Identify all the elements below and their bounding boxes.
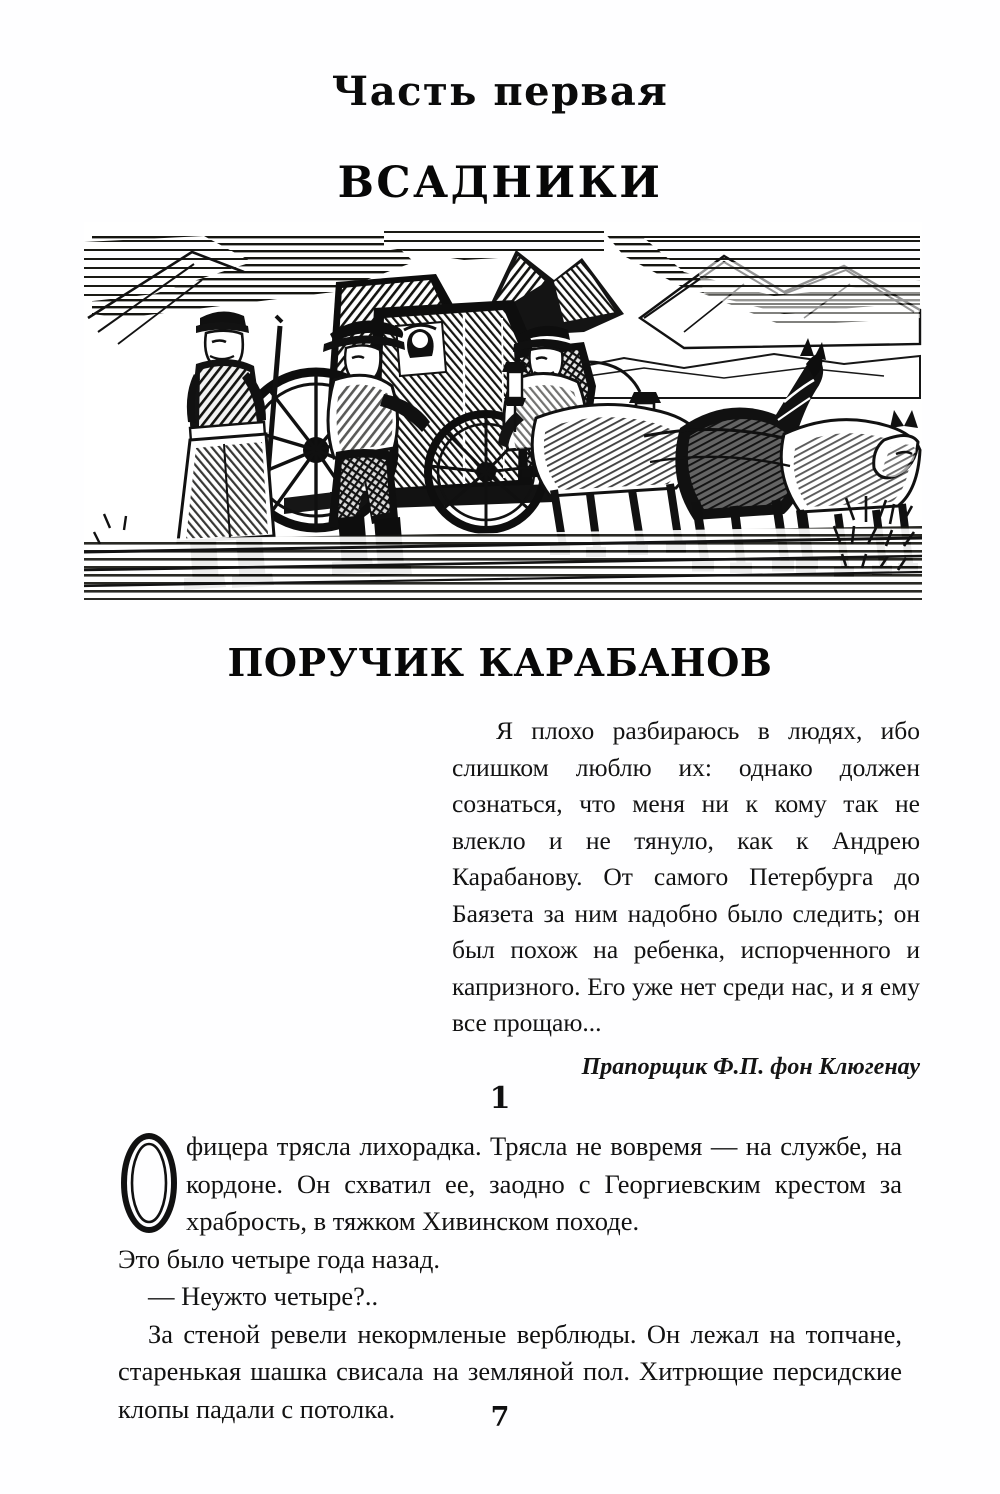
chapter-title: ПОРУЧИК КАРАБАНОВ	[227, 640, 773, 685]
part-heading	[0, 68, 1000, 208]
body-paragraph: За стеной ревели некормленые верблюды. Он лежал на топчане, старенькая шашка свисала на земляной пол. Хитрющие персидские клопы падали с потолка.	[118, 1318, 902, 1424]
part-heading-line-2: ВСАДНИКИ	[337, 158, 663, 208]
dropcap-glyph	[118, 1130, 180, 1236]
body-paragraph: фицера трясла лихорадка. Трясла не вовремя — на службе, на кордоне. Он схватил ее, заодно с Георгиевским крестом за храбрость, в тяжком Хивинском походе.	[186, 1131, 902, 1236]
epigraph	[452, 713, 920, 1082]
dropcap-o	[118, 1130, 180, 1236]
section-number: 1	[489, 1081, 511, 1116]
engraving-svg	[84, 222, 922, 600]
chapter-illustration	[84, 222, 922, 600]
body-paragraph: Это было четыре года назад.	[118, 1243, 440, 1274]
body-text	[118, 1128, 902, 1428]
part-heading-line-1: Часть первая	[331, 68, 669, 115]
page-number: 7	[490, 1402, 510, 1433]
epigraph-text: Я плохо разбираюсь в людях, ибо слишком люблю их: однако должен сознаться, что меня ни к кому так не влекло и не тянуло, как к Андрею Карабанову. От самого Петербурга до Баязета за ним надобно было следить; он был похож на ребенка, испорченного и капризного. Его уже нет среди нас, и я ему все прощаю...	[452, 716, 920, 1037]
epigraph-attribution: Прапорщик Ф.П. фон Клюгенау	[581, 1053, 920, 1080]
body-paragraph: — Неужто четыре?..	[148, 1281, 379, 1311]
